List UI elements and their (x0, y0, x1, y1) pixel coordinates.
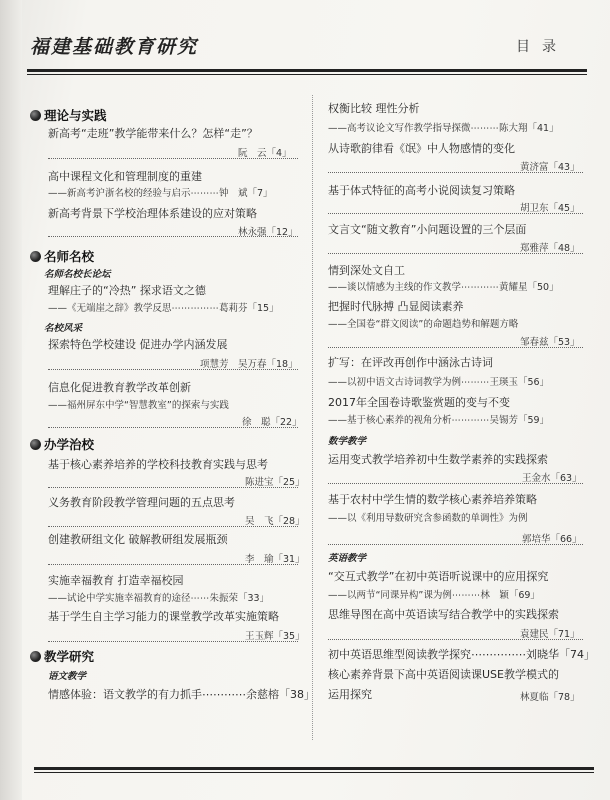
header-rule (27, 69, 587, 72)
leader-line (328, 253, 583, 254)
section-title: 名师名校 (44, 249, 95, 264)
article-byline: 邹春兹「53」 (520, 337, 580, 348)
article-title[interactable]: 基于体式特征的高考小说阅读复习策略 (328, 184, 515, 197)
article-title[interactable]: 基于核心素养培养的学校科技教育实践与思考 (48, 458, 268, 471)
article-byline: 王玉辉「35」 (245, 631, 305, 642)
section-famous-teachers (30, 247, 94, 265)
leader-line (48, 236, 298, 237)
article-title[interactable]: 创建教研组文化 破解教研组发展瓶颈 (48, 533, 228, 546)
leader-line (48, 158, 298, 159)
article-byline: 李 瑜「31」 (245, 554, 305, 565)
article-title[interactable]: 权衡比较 理性分析 (328, 102, 420, 115)
contents-heading: 目录 (516, 39, 568, 55)
article-subtitle: ——新高考沪浙名校的经验与启示⋯⋯⋯钟 斌「7」 (48, 188, 273, 199)
article-subtitle: ——以两节“同课异构”课为例⋯⋯⋯林 颖「69」 (328, 590, 540, 601)
section-bullet-icon (30, 251, 41, 262)
leader-line (48, 526, 298, 527)
article-title[interactable]: 文言文“随文教育”小问题设置的三个层面 (328, 223, 527, 236)
leader-line (48, 369, 298, 370)
article-title[interactable]: 高中课程文化和管理制度的重建 (48, 170, 202, 183)
article-byline: 吴 飞「28」 (245, 516, 305, 527)
article-byline: 林永强「12」 (238, 227, 298, 238)
article-title[interactable]: 基于农村中学生情的数学核心素养培养策略 (328, 493, 537, 506)
article-title[interactable]: 从诗歌韵律看《氓》中人物感情的变化 (328, 142, 515, 155)
leader-line (48, 564, 298, 565)
article-byline: 袁建民「71」 (520, 629, 580, 640)
column-label: 数学教学 (328, 436, 367, 447)
article-subtitle: ——谈以情感为主线的作文教学⋯⋯⋯⋯黄耀星「50」 (328, 282, 559, 293)
article-title[interactable]: 情到深处文自工 (328, 264, 405, 277)
article-title[interactable]: 信息化促进教育教学改革创新 (48, 381, 191, 394)
article-title[interactable]: 基于学生自主学习能力的课堂教学改革实施策略 (48, 610, 279, 623)
article-title[interactable]: 把握时代脉搏 凸显阅读素养 (328, 300, 464, 313)
column-label: 名校风采 (44, 323, 83, 334)
article-subtitle: ——高考议论文写作教学指导探微⋯⋯⋯陈大翔「41」 (328, 123, 559, 134)
article-title[interactable]: “交互式教学”在初中英语听说课中的应用探究 (328, 570, 549, 583)
section-theory-practice (30, 106, 107, 124)
section-bullet-icon (30, 110, 41, 121)
article-title[interactable]: 扩写：在评改再创作中涵泳古诗词 (328, 356, 493, 369)
article-subtitle: ——福州屏东中学“智慧教室”的探索与实践 (48, 400, 229, 411)
footer-rule-thin (34, 772, 594, 773)
article-title[interactable]: 初中英语思维型阅读教学探究⋯⋯⋯⋯⋯刘晓华「74」 (328, 648, 595, 661)
footer-rule (34, 767, 594, 770)
article-byline: 胡卫东「45」 (520, 203, 580, 214)
leader-line (328, 347, 583, 348)
article-title[interactable]: 2017年全国卷诗歌鉴赏题的变与不变 (328, 396, 510, 409)
article-title[interactable]: 探索特色学校建设 促进办学内涵发展 (48, 338, 228, 351)
article-byline: 黄济富「43」 (520, 162, 580, 173)
column-label: 语文教学 (48, 671, 87, 682)
leader-line (48, 641, 298, 642)
article-subtitle: ——基于核心素养的视角分析⋯⋯⋯⋯吴锡芳「59」 (328, 415, 550, 426)
article-title[interactable]: 运用变式教学培养初中生数学素养的实践探索 (328, 453, 548, 466)
article-subtitle: ——全国卷“群文阅读”的命题趋势和解题方略 (328, 319, 519, 330)
article-title-continued[interactable]: 运用探究 (328, 688, 372, 701)
column-divider (312, 95, 313, 740)
article-byline: 阮 云「4」 (238, 148, 292, 159)
article-title[interactable]: 新高考“走班”教学能带来什么？怎样“走”？ (48, 127, 258, 140)
section-school-management (30, 435, 94, 453)
article-subtitle: ——《无端崖之辞》教学反思⋯⋯⋯⋯⋯葛莉芬「15」 (48, 303, 279, 314)
column-label: 英语教学 (328, 553, 367, 564)
article-title[interactable]: 实施幸福教育 打造幸福校园 (48, 574, 184, 587)
article-byline: 郭培华「66」 (522, 534, 582, 545)
leader-line (328, 213, 583, 214)
section-bullet-icon (30, 651, 41, 662)
leader-line (48, 427, 298, 428)
article-byline: 林夏临「78」 (520, 692, 580, 703)
article-byline: 王金水「63」 (522, 473, 582, 484)
leader-line (328, 544, 583, 545)
article-byline: 徐 聪「22」 (242, 417, 302, 428)
leader-line (48, 487, 298, 488)
article-subtitle: ——以《利用导数研究含参函数的单调性》为例 (328, 513, 528, 524)
section-teaching-research (30, 647, 94, 665)
section-title: 教学研究 (44, 649, 95, 664)
section-title: 办学治校 (44, 437, 95, 452)
article-byline: 陈进宝「25」 (245, 477, 305, 488)
article-title[interactable]: 新高考背景下学校治理体系建设的应对策略 (48, 207, 257, 220)
page-edge-shadow (0, 0, 22, 800)
article-title[interactable]: 理解庄子的“冷热” 探求语文之德 (48, 284, 206, 297)
leader-line (328, 483, 583, 484)
leader-line (328, 639, 583, 640)
section-title: 理论与实践 (44, 108, 107, 123)
article-byline: 项慧芳 吴万春「18」 (200, 359, 298, 370)
article-byline: 郑雅萍「48」 (520, 243, 580, 254)
leader-line (328, 172, 583, 173)
column-label: 名师名校长论坛 (44, 269, 111, 280)
section-bullet-icon (30, 439, 41, 450)
article-title[interactable]: 情感体验：语文教学的有力抓手⋯⋯⋯⋯余慈榕「38」 (48, 688, 315, 701)
article-subtitle: ——以初中语文古诗词教学为例⋯⋯⋯王瑛玉「56」 (328, 377, 550, 388)
header-rule-thin (27, 74, 587, 75)
article-title[interactable]: 核心素养背景下高中英语阅读课USE教学模式的 (328, 668, 559, 681)
journal-title: 福建基础教育研究 (30, 36, 199, 58)
article-subtitle: ——试论中学实施幸福教育的途径⋯⋯朱振荣「33」 (48, 593, 270, 604)
article-title[interactable]: 义务教育阶段教学管理问题的五点思考 (48, 496, 235, 509)
article-title[interactable]: 思维导图在高中英语读写结合教学中的实践探索 (328, 608, 559, 621)
